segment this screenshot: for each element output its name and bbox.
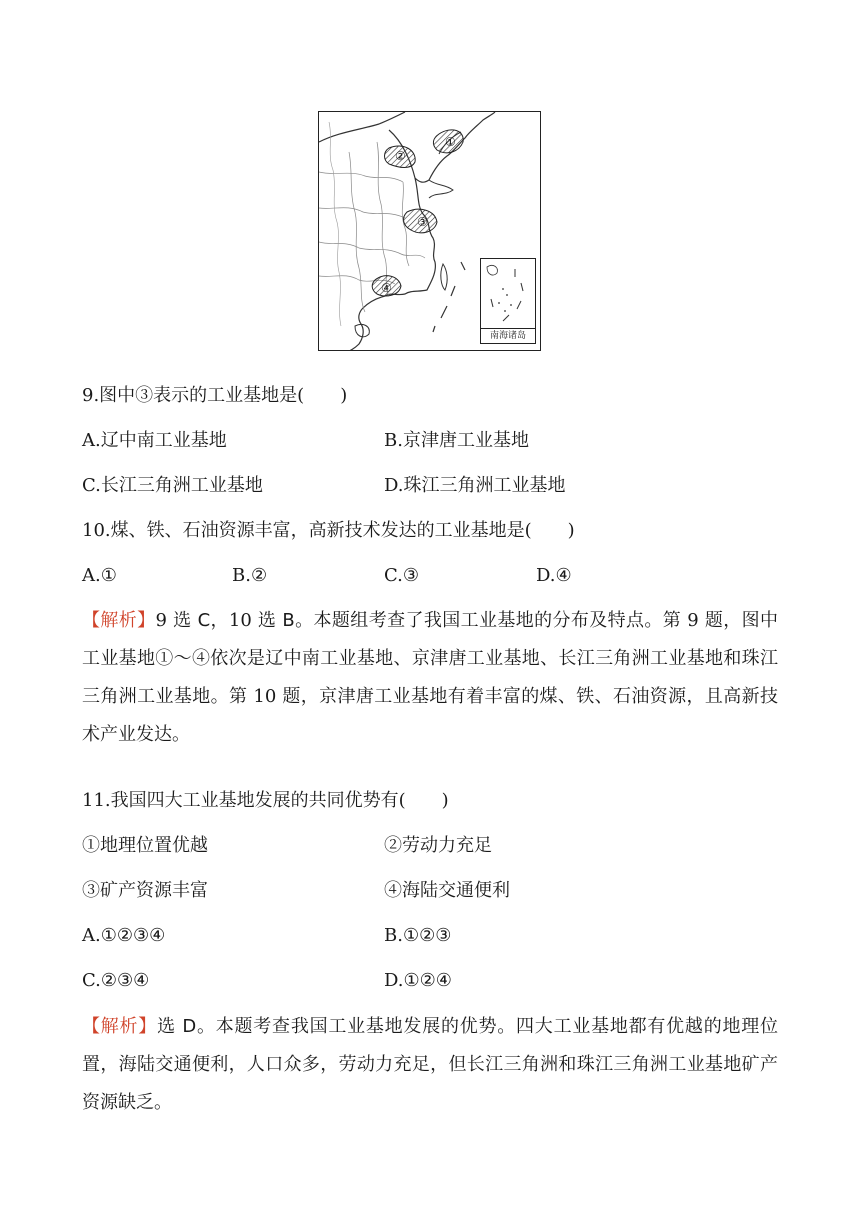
answer-letter: D xyxy=(182,1016,197,1037)
q9-option-a: A.辽中南工业基地 xyxy=(82,430,227,451)
analysis-2-text: 。本题考查我国工业基地发展的优势。四大工业基地都有优越的地理位置，海陆交通便利，人口众多，劳动力充足，但长江三角洲和珠江三角洲工业基地矿产资源缺乏。 xyxy=(82,1016,779,1113)
answer9-prefix: 9 选 xyxy=(155,610,198,631)
answer-prefix: 选 xyxy=(157,1016,183,1037)
marker-3-label: ③ xyxy=(417,215,428,229)
q10-option-a: A.① xyxy=(82,565,117,586)
analysis-tag: 【解析】 xyxy=(82,610,156,631)
analysis-tag: 【解析】 xyxy=(82,1016,158,1037)
industrial-base-map xyxy=(318,111,541,351)
q9-stem: 9.图中③表示的工业基地是( ) xyxy=(82,385,348,406)
analysis-1 xyxy=(82,602,778,754)
q11-option-a: A.①②③④ xyxy=(82,925,166,946)
analysis-1-text: 。本题组考查了我国工业基地的分布及特点。第 9 题，图中工业基地①～④依次是辽中南工业基地、京津唐工业基地、长江三角洲工业基地和珠江三角洲工业基地。第 10 题，京津唐工业基地有着丰富的煤、铁、石油资源，且高新技术产业发达。 xyxy=(82,610,778,745)
q11-item-1: ①地理位置优越 xyxy=(82,835,208,856)
q9-option-d: D.珠江三角洲工业基地 xyxy=(384,475,566,496)
marker-1-label: ① xyxy=(445,135,456,149)
q9-option-c: C.长江三角洲工业基地 xyxy=(82,475,263,496)
q9-option-b: B.京津唐工业基地 xyxy=(384,430,529,451)
q11-item-3: ③矿产资源丰富 xyxy=(82,880,208,901)
q11-item-4: ④海陆交通便利 xyxy=(384,880,510,901)
marker-4-label: ④ xyxy=(381,281,392,295)
q10-option-c: C.③ xyxy=(384,565,419,586)
inset-islands xyxy=(481,259,537,331)
q10-stem: 10.煤、铁、石油资源丰富，高新技术发达的工业基地是( ) xyxy=(82,520,575,541)
analysis-2 xyxy=(82,1008,778,1122)
q11-option-b: B.①②③ xyxy=(384,925,452,946)
q10-option-b: B.② xyxy=(232,565,268,586)
answer10-letter: B xyxy=(282,610,295,631)
q11-stem: 11.我国四大工业基地发展的共同优势有( ) xyxy=(82,790,449,811)
south-china-sea-inset xyxy=(480,258,536,344)
q11-item-2: ②劳动力充足 xyxy=(384,835,492,856)
marker-2-label: ② xyxy=(395,149,406,163)
answer9-letter: C xyxy=(197,610,211,631)
answer10-prefix: ，10 选 xyxy=(210,610,283,631)
inset-label: 南海诸岛 xyxy=(481,328,535,343)
q10-option-d: D.④ xyxy=(536,565,572,586)
q11-option-d: D.①②④ xyxy=(384,970,452,991)
q11-option-c: C.②③④ xyxy=(82,970,150,991)
